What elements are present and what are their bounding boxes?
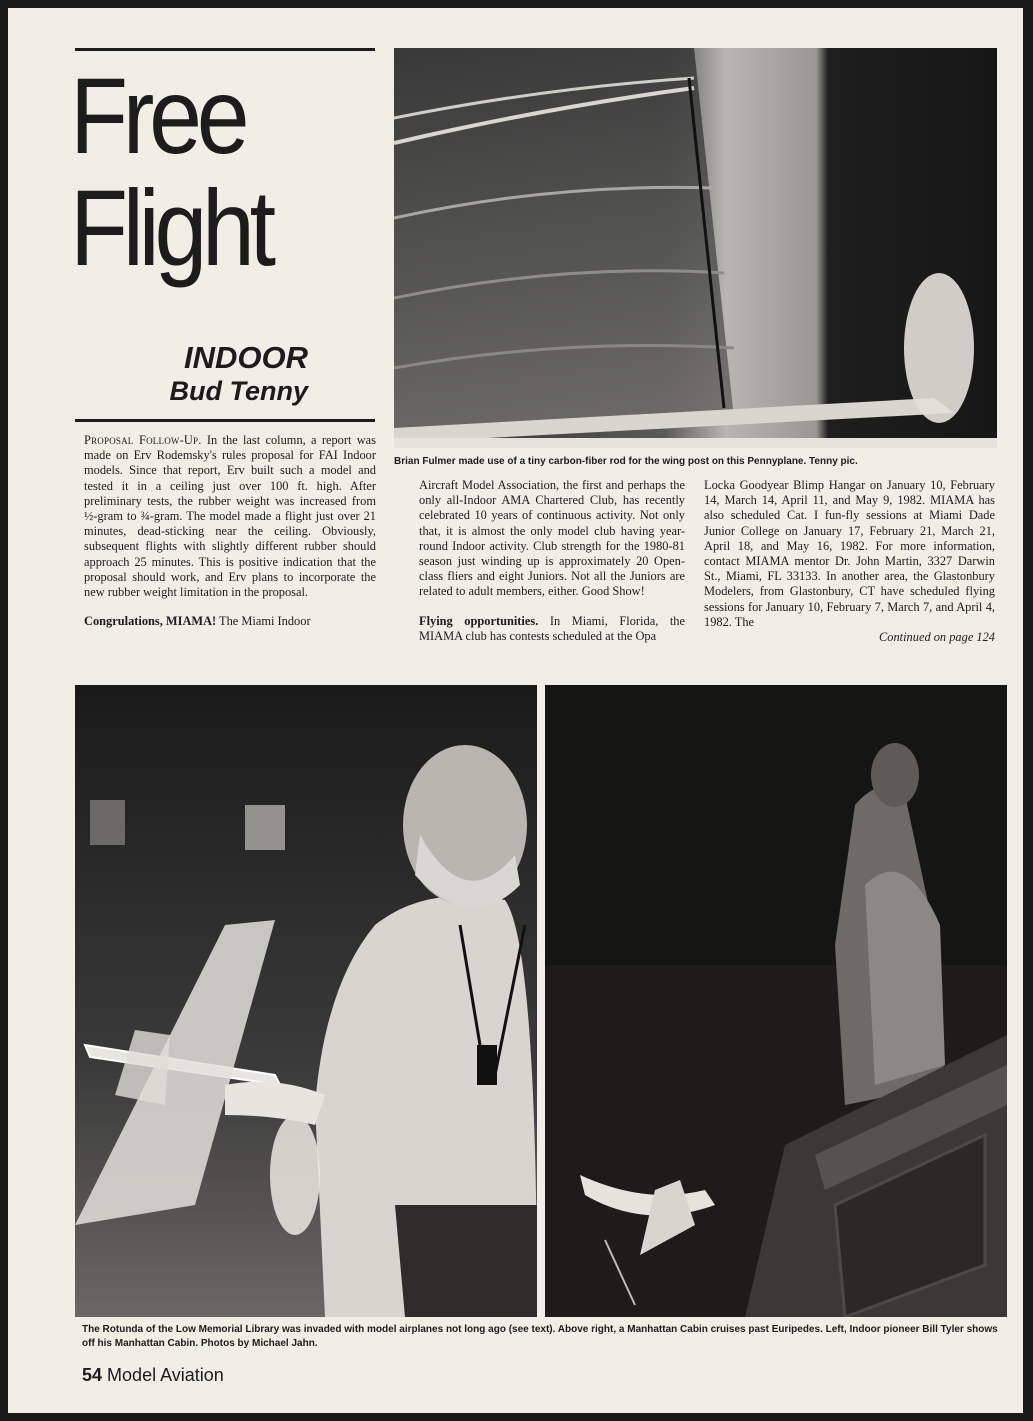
body-flying-start: In Miami, Florida, the MIAMA club has contests scheduled at the Opa — [419, 613, 685, 643]
photo-bill-tyler — [75, 685, 537, 1317]
column-title — [70, 55, 343, 288]
lead-proposal: Proposal Follow-Up. — [84, 433, 202, 447]
top-photo-caption: Brian Fulmer made use of a tiny carbon-fiber rod for the wing post on this Pennyplane. Tenny pic. — [394, 456, 858, 467]
paragraph-miama-cont: Aircraft Model Association, the first and perhaps the only all-Indoor AMA Chartered Club, has recently celebrated 10 years of continuous activity. Not only that, it is almost the only model club having year-round Indoor activity. Club strength for the 1980-81 season just winding up is approximately 20 Open-class fliers and eight Juniors. Not all the Juniors are related to adult members, either. Good Show! — [419, 478, 685, 599]
paragraph-proposal — [84, 433, 376, 600]
article-column-2 — [419, 478, 685, 654]
article-column-3 — [704, 478, 995, 645]
photo-euripedes — [545, 685, 1007, 1317]
continued-note: Continued on page 124 — [879, 630, 995, 645]
column-rule — [75, 419, 375, 422]
paragraph-flying-start — [419, 614, 685, 644]
paragraph-miama-start — [84, 614, 376, 629]
photo-wing-post-image — [394, 48, 997, 448]
bottom-photo-caption: The Rotunda of the Low Memorial Library was invaded with model airplanes not long ago (see text). Above right, a Manhattan Cabin cruises past Euripedes. Left, Indoor pioneer Bill Tyler shows off his Manhattan Cabin. Photos by Michael Jahn. — [82, 1324, 998, 1349]
body-proposal: In the last column, a report was made on Erv Rodemsky's rules proposal for FAI Indoor models. Since that report, Erv built such a model and tested it in a ceiling just over 100 ft. high. After preliminary tests, the rubber weight was increased from ½-gram to ¾-gram. The model made a flight just over 21 minutes, dead-sticking near the ceiling. Obviously, subsequent flights with slightly different rubber should approach 25 minutes. This is positive indication that the proposal should work, and Erv plans to incorporate the new rubber weight limitation in the proposal. — [84, 433, 377, 600]
title-line-2: Flight — [70, 167, 271, 288]
photo-bill-tyler-image — [75, 685, 537, 1317]
magazine-page — [8, 8, 1023, 1413]
article-column-1 — [84, 433, 376, 639]
page-footer — [82, 1364, 224, 1386]
author-byline: Bud Tenny — [169, 376, 308, 406]
lead-flying: Flying opportunities. — [419, 613, 539, 628]
lead-miama: Congrulations, MIAMA! — [84, 614, 217, 629]
photo-wing-post — [394, 48, 997, 448]
title-line-1: Free — [70, 55, 245, 176]
paragraph-flying-cont: Locka Goodyear Blimp Hangar on January 10, February 14, March 14, April 11, and May 9, 1982. MIAMA has also scheduled Cat. I fun-fly sessions at Miami Dade Junior College on January 17, February 21, March 21, April 18, and May 16, 1982. For more information, contact MIAMA mentor Dr. John Martin, 3327 Darwin St., Miami, FL 33133. In another area, the Glastonbury Modelers, from Glastonbury, CT have scheduled flying sessions for January 10, February 7, March 7, and April 4, 1982. The — [704, 478, 995, 629]
body-miama-start: The Miami Indoor — [216, 614, 311, 629]
top-rule — [75, 48, 375, 51]
page-number: 54 — [82, 1365, 103, 1385]
section-heading: INDOOR — [184, 340, 308, 375]
photo-euripedes-image — [545, 685, 1007, 1317]
magazine-name: Model Aviation — [107, 1365, 224, 1385]
